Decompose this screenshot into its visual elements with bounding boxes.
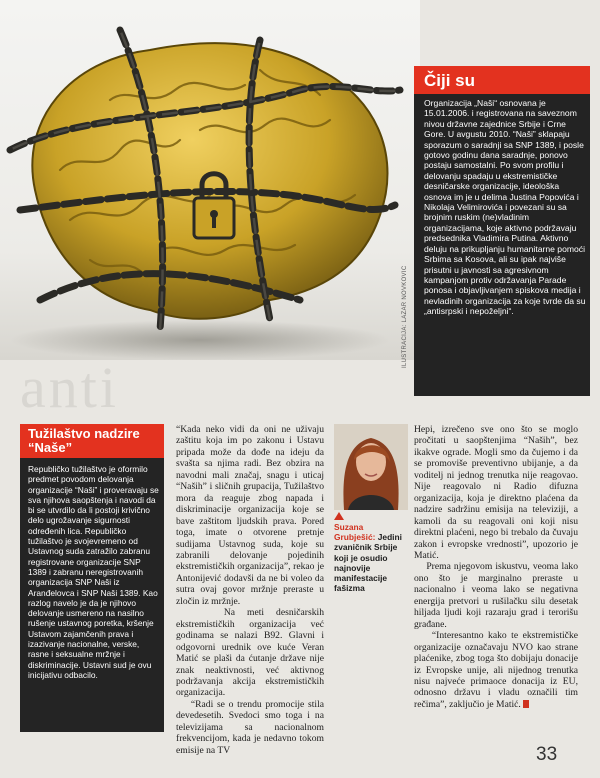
portrait-photo [334, 424, 408, 510]
sidebar-title: Tužilaštvo nadzire “Naše” [28, 426, 140, 455]
caption-name: Suzana Grubješić: [334, 522, 376, 543]
article-column-right [414, 424, 578, 710]
sidebar-ciji-su [414, 66, 590, 396]
portrait-woman-icon [334, 424, 408, 510]
sidebar-body-text: Organizacija „Naši“ osnovana je 15.01.2006. i registrovana na saveznom nivou državne zajednice Srbije i Crne Gore. U avgustu 2010. “Naši” sklapaju sporazum o saradnji sa SNP 1389, i posle gotovo godinu dana saradnje, ponovo postaju samostalni. Po svom profilu i delovanju spadaju u ekstremističke desničarske organizacije, ideološka osnova im je u delima Justina Popovića i Nikolaja Velimirovića i povezani su sa brojnim ruskim (ne)vladinim organizacijama, koje aktivno podržavaju predsednika Vladimira Putina. Aktivno deluju na prikupljanju humanitarne pomoći Srbima sa Kosova, ali su ipak najviše prisutni u javnosti sa agresivnom kampanjom protiv održavanja Parade ponosa i objavljivanjem spiskova medija i nevladinih organizacija za koje tvrde da su „antisrpski i nepoželjni“. [424, 98, 586, 317]
photo-caption [334, 522, 406, 593]
page-number: 33 [536, 744, 558, 765]
sidebar-body-text: Republičko tužilaštvo je oformilo predmet povodom delovanja organizacije “Naši” i proveravaju se sva njihova saopštenja i navodi da bi se utvrdilo da li postoji krivično delo ugrožavanje sigurnosti određenih lica. Republičko tužilaštvo je svojevremeno od Ustavnog suda zatražilo zabranu registrovane organizacije SNP 1389 i zabranu neregistrovanih organizacija SNP Naši iz Aranđelovca i SNP Naši 1389. Kao razlog navelo je da je njihovo delovanje usmereno na nasilno rušenje ustavnog poretka, kršenje Ustavom zajamčenih prava i izazivanje nacionalne, verske, rasne i seksualne mržnje i diskriminacije. Ustavni sud je ovu inicijativu odbacilo. [28, 464, 159, 680]
background-headline-word: anti [20, 360, 119, 416]
caption-text: Jedini zvaničnik Srbije koji je osudio najnovije manifestacije fašizma [334, 532, 402, 594]
sidebar-tuzilastvo [20, 424, 164, 732]
sidebar-title: Čiji su [424, 71, 476, 90]
end-of-article-icon [523, 700, 529, 708]
sidebar-title-bar [414, 66, 590, 94]
brain-chains-illustration [0, 0, 420, 360]
article-column-right-text: Hepi, izrečeno sve ono što se moglo pročitati u saopštenjima “Naših”, bez ikakve ograde. Mogli smo da čujemo i da se promoviše preventivno ubijanje, a da voditelj ni jednog trenutka nije reagovao. Nije reagovalo ni Radio difuzna organizacija, koja je direktno plaćena da nadzire sadržinu emisija na televiziji, a kamoli da su reagovali oni koji nisu direktni plaćeni, nego bi trebalo da čuvaju zakon i evropske vrednosti”, upozorio je Matić. Prema njegovom iskustvu, veoma lako ono što je marginalno preraste u nacionalno i veoma lako se negativna energija pretvori u rušilačku silu desetak hiljada ljudi koji razaraju grad i terorišu građane. “Interesantno kako te ekstremističke organizacije označavaju NVO kao strane plaćenike, zbog toga što dobijaju donacije iz Evropske unije, ali nijednog trenutka nisu najveće primaoce donacija iz EU, odnosno državu i vladu označili tim rečima”, zaključio je Matić. [414, 424, 578, 710]
illustration-credit: ILUSTRACIJA: LAZAR NOVKOVIĆ [402, 265, 408, 368]
caption-triangle-icon [334, 512, 344, 520]
article-column-middle: “Kada neko vidi da oni ne uživaju zaštitu koja im po zakonu i Ustavu pripada može da dođe na ideju da svašta sa njima radi. Bez obzira na navodni mali značaj, snagu i uticaj “Naših” i sličnih grupacija, Tužilaštvo mora da reaguje zbog napada i diskriminacije organizacija koje se bave zaštitom ljudskih prava. Pored toga, imate o otvorene pretnje sudijama Ustavnog suda, koje su zabranili delovanje pojedinih ekstremističkih organizacija”, rekao je Antonijević dodavši da ne bi voleo da sutra ovaj govor mržnje preraste u zločin iz mržnje. Na meti desničarskih ekstremističkih organizacija već godinama se nalazi B92. Glavni i odgovorni urednik ove kuće Veran Matić se plaši da ćutanje države nije znak neaktivnosti, već aktivnog podržavanja akcija ekstremističkih organizacija. “Radi se o trendu promocije stila devedesetih. Svedoci smo toga i na televizijama sa nacionalnom frekvencijom, kada je nedavno tokom emisije na TV [176, 424, 324, 756]
sidebar-title-bar [20, 424, 164, 458]
chained-brain-icon [0, 0, 420, 360]
